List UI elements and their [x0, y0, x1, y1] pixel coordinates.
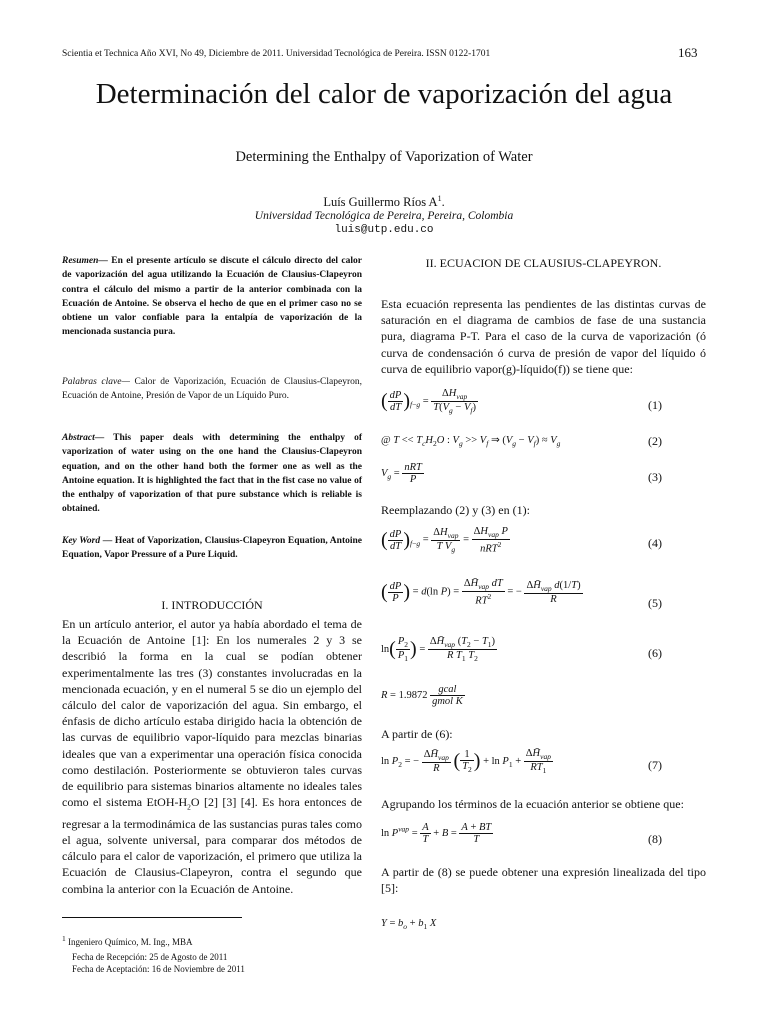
intro-heading: I. INTRODUCCIÓN: [161, 598, 263, 612]
paper-title: Determinación del calor de vaporización del agua: [95, 78, 673, 110]
equation-1: ( $\frac{dP}{dT}$ )$_{f-g}$ = $\frac{\Delta H_{vap}}{T(V_g - V_f)}$ (1): [381, 388, 662, 416]
footnote-rule: [62, 917, 242, 918]
equation-4: ( $\frac{dP}{dT}$ )$_{f-g}$ = $\frac{\Delta H_{vap}}{T V_g}$ = $\frac{\Delta H_{vap} P}{nRT^2}$ (4): [381, 526, 662, 555]
footnote-mark: 1: [62, 934, 66, 943]
grouping-text: Agrupando los términos de la ecuación anterior se obtiene que:: [381, 797, 684, 811]
equation-6: ln( $\frac{P_2}{P_1}$ ) = $\frac{\Delta H̄_{vap} (T_2 - T_1)}{R T_1 T_2}$ (6): [381, 636, 662, 664]
resumen-label: Resumen—: [62, 256, 108, 266]
author-affiliation: Universidad Tecnológica de Pereira, Pereira, Colombia: [254, 210, 514, 222]
intro-text-2: O [2] [3] [4]. Es hora entonces de regresar a la termodinámica de las sustancias puras tales como el agua, solvente universal, para comparar dos métodos de cálculo para el calor de vaporización, el primero que utiliza la Ecuación de Clausius-Clapeyron, contra el segundo que combina la anterior con la Ecuación de Antoine.: [62, 795, 362, 896]
resumen-text: En el presente artículo se discute el cálculo directo del calor de vaporización del agua utilizando la Ecuación de Clausius-Clapeyron contra el cálculo del mismo a partir de la anterior combinada con la Ecuación de Antoine. Se observa el hecho de que en el primer caso no se obtiene un valor confiable para la entalpía de vaporización de la mencionada sustancia pura.: [62, 256, 362, 338]
linear-equation: $Y = b_o + b_1$ X: [381, 918, 437, 932]
footnote: [62, 934, 192, 947]
gas-constant-value: 1.9872: [398, 689, 428, 701]
equation-8: $\ln P^{vap}$ = $\frac{A}{T}$ + B = $\frac{A + BT}{T}$ (8): [381, 822, 662, 846]
equation-2-number: (2): [648, 434, 662, 448]
equation-7-number: (7): [648, 758, 662, 772]
equation-1-number: (1): [648, 398, 662, 412]
intro-subscript: 2: [187, 802, 191, 812]
abstract-block: [62, 431, 362, 517]
from6-text: A partir de (6):: [381, 727, 453, 741]
intro-paragraph: [62, 616, 362, 897]
journal-header: Scientia et Technica Año XVI, No 49, Diciembre de 2011. Universidad Tecnológica de Pereira. ISSN 0122-1701: [62, 49, 491, 59]
abstract-text: This paper deals with determining the enthalpy of vaporization of water using on the one hand the Clausius-Clapeyron equation, and on the other hand both the former one as well as the Antoine equation. It is highlighted the fact that in the fist case no value of the enthalpy of vaporization of that pure substance which is reliable is obtained.: [62, 433, 362, 515]
from8-text: A partir de (8) se puede obtener una expresión linealizada del tipo [5]:: [381, 865, 706, 896]
section-heading: II. ECUACION DE CLAUSIUS-CLAPEYRON.: [425, 256, 662, 270]
paper-subtitle: Determining the Enthalpy of Vaporization of Water: [235, 149, 533, 165]
section-paragraph: Esta ecuación representa las pendientes de las distintas curvas de saturación en el diagrama de cambios de fase de una sustancia pura, diagrama P-T. Para el caso de la curva de vaporización (ó curva de condensación ó curva de presión de vapor del líquido ó curva de equilibrio vapor(g)-líquido(f)) se tiene que:: [381, 297, 706, 376]
palabras-block: [62, 375, 362, 404]
equation-4-number: (4): [648, 536, 662, 550]
abstract-label: Abstract—: [62, 433, 105, 443]
equation-6-number: (6): [648, 646, 662, 660]
resumen-block: [62, 254, 362, 340]
gas-constant-unit-num: gcal: [438, 684, 457, 695]
keyword-block: [62, 534, 362, 563]
page-number: 163: [678, 45, 698, 60]
equation-5-number: (5): [648, 596, 662, 610]
author-name-text: Luís Guillermo Ríos A: [323, 195, 438, 210]
equation-2: @ $T << T_cH_2O$ : $V_g >> V_f$ ⇒ $(V_g - V_f) \approx V_g$ (2): [381, 434, 662, 449]
received-date: Fecha de Recepción: 25 de Agosto de 2011: [72, 952, 228, 962]
equation-3: $V_g$ = $\frac{\text{nRT}}{P}$ (3): [381, 462, 662, 485]
equation-5: ( $\frac{dP}{P}$ ) = d(ln P) = $\frac{\Delta H̄_{vap} dT}{RT^2}$ = − $\frac{\Delta H̄_{vap} d(1/T)}{R}$ (5): [381, 578, 662, 610]
intro-text-1: En un artículo anterior, el autor ya había abordado el tema de la Ecuación de Antoine [1]: En los numerales 2 y 3 se describió la forma en la cual se podían obtener experimentalmente las tres (3) constantes involucradas en la mencionada ecuación, y en el numeral 5 se dio un ejemplo del cálculo del calor de vaporización del agua. Sin embargo, el énfasis de dicho artículo estaba dirigido hacia la obtención de las curvas de equilibrio vapor-líquido para mezclas binarias ideales que van a experimentar una operación física conocida como destilación. Posteriormente se obtuvieron tales curvas de equilibrio para sistemas binarios altamente no ideales tales como el sistema EtOH-H: [62, 617, 362, 810]
equation-3-number: (3): [648, 470, 662, 484]
footnote-text: Ingeniero Químico, M. Ing., MBA: [65, 937, 193, 947]
gas-constant-unit-den: gmol K: [432, 696, 463, 707]
palabras-text: Calor de Vaporización, Ecuación de Clausius-Clapeyron, Ecuación de Antoine, Presión de Vapor de un Líquido Puro.: [62, 377, 362, 402]
gas-constant: R = 1.9872 $\frac{\text{gcal}}{\text{gmol K}}$: [381, 684, 463, 707]
palabras-label: Palabras clave—: [62, 377, 130, 387]
replacing-text: Reemplazando (2) y (3) en (1):: [381, 503, 530, 517]
author-footnote-mark: 1: [437, 194, 442, 203]
author-name: Luís Guillermo Ríos $A^1$.: [323, 194, 445, 210]
keyword-label: Key Word: [62, 536, 101, 546]
equation-8-number: (8): [648, 832, 662, 846]
equation-7: $\ln P_2$ = − $\frac{\Delta H̄_{vap}}{R}$ ( $\frac{1}{T_2}$ ) + $\ln P_1$ + $\frac{\Delta H̄_{vap}}{RT_1}$ (7): [381, 748, 662, 776]
accepted-date: Fecha de Aceptación: 16 de Noviembre de 2011: [72, 964, 245, 974]
author-email: luis@utp.edu.co: [334, 224, 434, 236]
keyword-text: — Heat of Vaporization, Clausius-Clapeyron Equation, Antoine Equation, Vapor Pressure of a Pure Liquid.: [62, 536, 362, 561]
